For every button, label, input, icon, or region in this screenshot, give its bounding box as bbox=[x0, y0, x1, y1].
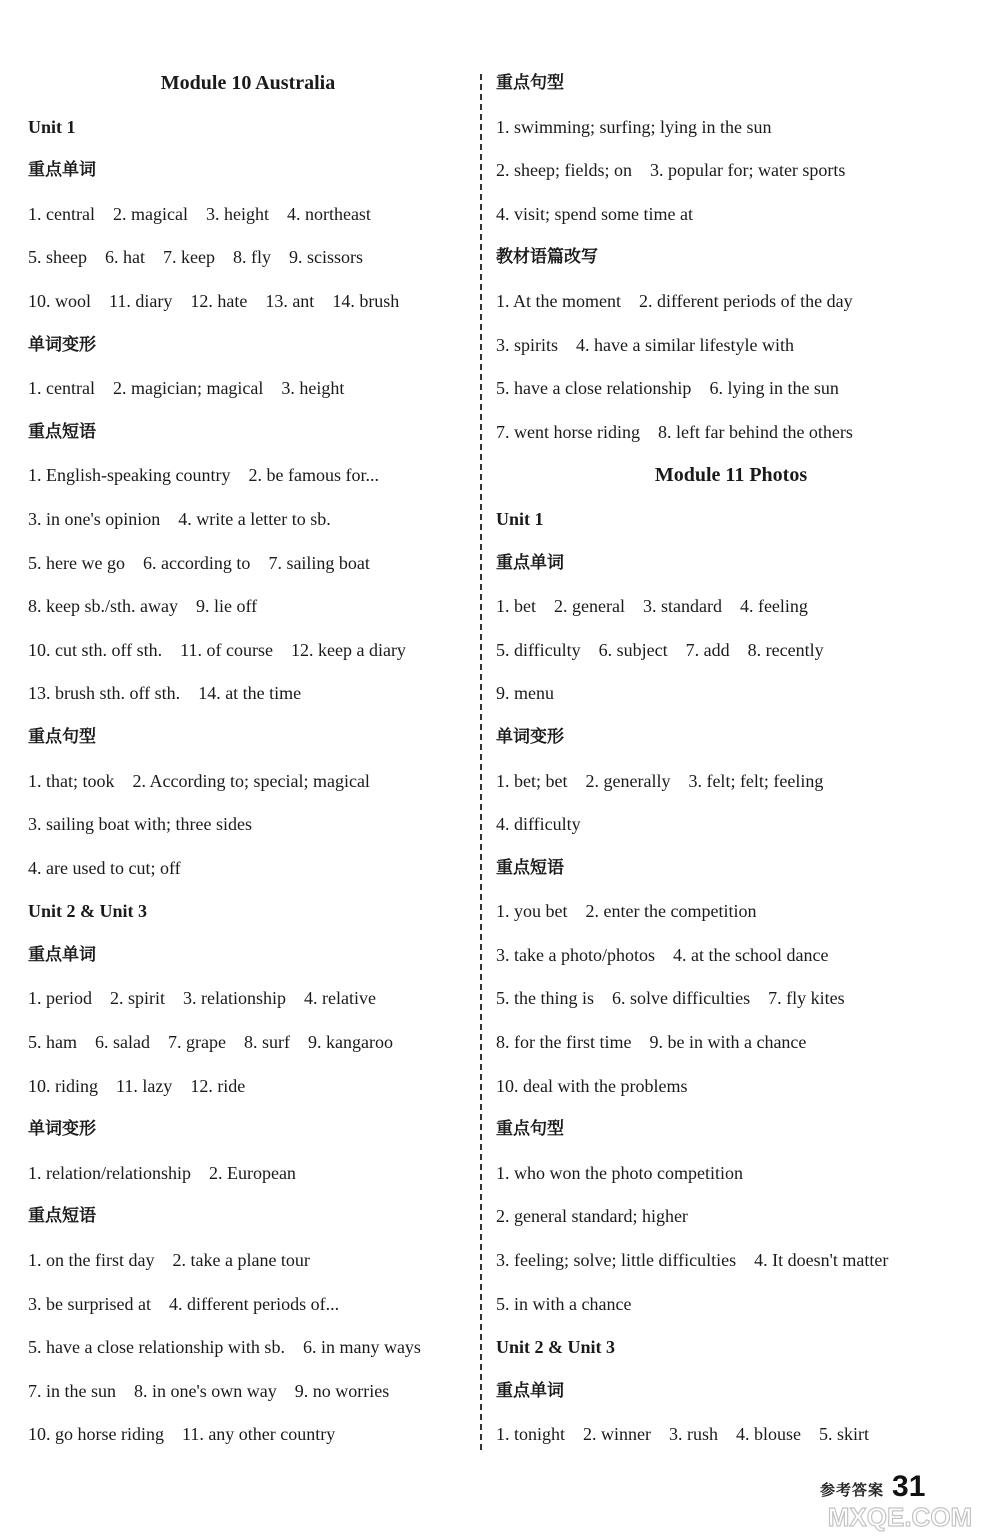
section-heading: 重点短语 bbox=[28, 421, 96, 442]
answer-item: 1. bet bbox=[496, 596, 536, 617]
answer-item: 11. lazy bbox=[116, 1075, 173, 1096]
section-heading: 重点短语 bbox=[496, 857, 564, 878]
answer-item: 5. in with a chance bbox=[496, 1293, 632, 1314]
answer-row bbox=[28, 193, 468, 237]
answer-item: 3. rush bbox=[669, 1424, 718, 1445]
answer-row bbox=[496, 106, 966, 150]
answer-row bbox=[28, 542, 468, 586]
answer-item: 11. any other country bbox=[181, 1424, 336, 1445]
unit-heading: Unit 2 & Unit 3 bbox=[28, 901, 148, 922]
section-heading: 重点句型 bbox=[28, 726, 96, 747]
answer-item: 5. difficulty bbox=[496, 639, 581, 660]
answer-item: 3. in one's opinion bbox=[28, 508, 161, 529]
answer-item: 8. in one's own way bbox=[134, 1380, 277, 1401]
answer-item: 3. feeling; solve; little difficulties bbox=[496, 1250, 737, 1271]
answer-item: 5. here we go bbox=[28, 552, 125, 573]
answer-item: 3. relationship bbox=[183, 988, 286, 1009]
answer-item: 6. subject bbox=[598, 639, 668, 660]
section-heading: 重点单词 bbox=[28, 160, 96, 181]
answer-item: 7. in the sun bbox=[28, 1380, 116, 1401]
answer-item: 4. visit; spend some time at bbox=[496, 203, 693, 224]
answer-row bbox=[28, 1152, 468, 1196]
answer-row bbox=[496, 149, 966, 193]
answer-row bbox=[28, 1370, 468, 1414]
answer-row bbox=[28, 847, 468, 891]
answer-item: 1. tonight bbox=[496, 1424, 566, 1445]
answer-item: 7. add bbox=[685, 639, 730, 660]
answer-item: 1. bet; bet bbox=[496, 770, 568, 791]
answer-item: 4. have a similar lifestyle with bbox=[576, 334, 794, 355]
answer-item: 9. no worries bbox=[294, 1380, 390, 1401]
answer-item: 6. in many ways bbox=[302, 1337, 421, 1358]
answer-item: 4. It doesn't matter bbox=[754, 1250, 889, 1271]
section-heading: 重点短语 bbox=[28, 1206, 96, 1227]
answer-item: 2. spirit bbox=[109, 988, 165, 1009]
footer-label: 参考答案 bbox=[820, 1481, 885, 1499]
answer-item: 4. are used to cut; off bbox=[28, 857, 181, 878]
answer-row bbox=[28, 1326, 468, 1370]
answer-item: 3. popular for; water sports bbox=[649, 160, 846, 181]
answer-item: 10. cut sth. off sth. bbox=[28, 639, 163, 660]
answer-row bbox=[496, 1239, 966, 1283]
answer-item: 2. take a plane tour bbox=[172, 1250, 310, 1271]
answer-row bbox=[28, 236, 468, 280]
answer-item: 9. menu bbox=[496, 683, 554, 704]
right-column bbox=[496, 62, 966, 1457]
answer-item: 6. solve difficulties bbox=[612, 988, 751, 1009]
answer-row bbox=[496, 760, 966, 804]
answer-row bbox=[28, 977, 468, 1021]
answer-item: 8. fly bbox=[232, 247, 271, 268]
answer-item: 2. enter the competition bbox=[585, 901, 757, 922]
answer-row bbox=[496, 890, 966, 934]
section-heading: 单词变形 bbox=[28, 334, 96, 355]
answer-row bbox=[496, 977, 966, 1021]
section-heading: 重点单词 bbox=[496, 1380, 564, 1401]
answer-item: 7. grape bbox=[167, 1032, 226, 1053]
section-heading: 重点单词 bbox=[496, 552, 564, 573]
answer-item: 1. central bbox=[28, 378, 95, 399]
answer-item: 7. keep bbox=[162, 247, 215, 268]
answer-row bbox=[496, 934, 966, 978]
answer-item: 1. English-speaking country bbox=[28, 465, 231, 486]
answer-row bbox=[496, 803, 966, 847]
answer-row bbox=[28, 1283, 468, 1327]
answer-item: 2. general standard; higher bbox=[496, 1206, 688, 1227]
section-heading: 重点句型 bbox=[496, 73, 564, 93]
answer-item: 1. central bbox=[28, 203, 95, 224]
answer-row bbox=[496, 280, 966, 324]
page-number: 31 bbox=[892, 1470, 926, 1503]
unit-heading: Unit 2 & Unit 3 bbox=[496, 1337, 616, 1358]
answer-item: 4. difficulty bbox=[496, 814, 581, 835]
answer-item: 8. surf bbox=[243, 1032, 290, 1053]
answer-row bbox=[496, 1283, 966, 1327]
svg-text:MXQE.COM: MXQE.COM bbox=[827, 1502, 973, 1532]
answer-item: 8. left far behind the others bbox=[657, 421, 853, 442]
answer-item: 4. at the school dance bbox=[672, 944, 829, 965]
answer-row bbox=[496, 629, 966, 673]
answer-item: 7. went horse riding bbox=[496, 421, 640, 442]
section-heading: 重点句型 bbox=[496, 1119, 564, 1140]
answer-item: 2. magical bbox=[112, 203, 188, 224]
answer-row bbox=[496, 367, 966, 411]
answer-item: 2. sheep; fields; on bbox=[496, 160, 632, 181]
answer-item: 1. on the first day bbox=[28, 1250, 155, 1271]
answer-item: 1. you bet bbox=[496, 901, 568, 922]
answer-item: 2. different periods of the day bbox=[639, 290, 853, 311]
answer-item: 5. the thing is bbox=[496, 988, 594, 1009]
section-heading: 单词变形 bbox=[28, 1119, 96, 1140]
answer-item: 10. wool bbox=[28, 290, 91, 311]
answer-item: 5. sheep bbox=[28, 247, 87, 268]
column-divider bbox=[480, 74, 482, 1450]
answer-item: 1. swimming; surfing; lying in the sun bbox=[496, 116, 772, 137]
answer-item: 1. that; took bbox=[28, 770, 115, 791]
answer-item: 2. According to; special; magical bbox=[132, 770, 370, 791]
answer-item: 10. deal with the problems bbox=[496, 1075, 688, 1096]
answer-item: 13. brush sth. off sth. bbox=[28, 683, 181, 704]
answer-item: 5. ham bbox=[28, 1032, 77, 1053]
answer-row bbox=[28, 1413, 468, 1457]
page-footer bbox=[820, 1470, 925, 1504]
answer-item: 2. general bbox=[554, 596, 625, 617]
left-column bbox=[28, 62, 468, 1457]
answer-item: 11. of course bbox=[180, 639, 273, 660]
answer-item: 3. spirits bbox=[496, 334, 559, 355]
answer-item: 5. have a close relationship bbox=[496, 378, 692, 399]
answer-item: 11. diary bbox=[109, 290, 173, 311]
answer-row bbox=[28, 367, 468, 411]
answer-row bbox=[28, 280, 468, 324]
answer-item: 9. kangaroo bbox=[307, 1032, 393, 1053]
answer-row bbox=[28, 672, 468, 716]
answer-item: 1. At the moment bbox=[496, 290, 621, 311]
section-heading: 单词变形 bbox=[496, 726, 564, 747]
answer-row bbox=[28, 1065, 468, 1109]
answer-row bbox=[496, 411, 966, 455]
answer-item: 12. keep a diary bbox=[290, 639, 406, 660]
answer-item: 10. riding bbox=[28, 1075, 98, 1096]
answer-item: 4. feeling bbox=[739, 596, 808, 617]
answer-item: 6. according to bbox=[142, 552, 251, 573]
answer-item: 2. be famous for... bbox=[248, 465, 379, 486]
watermark-logo bbox=[812, 1500, 988, 1532]
module-title: Module 10 Australia bbox=[160, 72, 336, 94]
answer-item: 6. lying in the sun bbox=[709, 378, 839, 399]
answer-item: 8. keep sb./sth. away bbox=[28, 596, 178, 617]
answer-item: 3. felt; felt; feeling bbox=[688, 770, 824, 791]
answer-row bbox=[28, 629, 468, 673]
answer-item: 12. hate bbox=[190, 290, 248, 311]
answer-row bbox=[28, 1239, 468, 1283]
answer-item: 3. standard bbox=[642, 596, 722, 617]
answer-row bbox=[496, 1413, 966, 1457]
unit-heading: Unit 1 bbox=[28, 116, 76, 137]
answer-item: 9. be in with a chance bbox=[649, 1032, 807, 1053]
answer-row bbox=[28, 1021, 468, 1065]
answer-row bbox=[496, 1152, 966, 1196]
unit-heading: Unit 1 bbox=[496, 508, 544, 529]
answer-item: 13. ant bbox=[265, 290, 315, 311]
answer-item: 5. have a close relationship with sb. bbox=[28, 1337, 285, 1358]
answer-item: 3. sailing boat with; three sides bbox=[28, 814, 252, 835]
answer-item: 8. recently bbox=[747, 639, 824, 660]
answer-item: 3. be surprised at bbox=[28, 1293, 151, 1314]
answer-item: 2. winner bbox=[583, 1424, 651, 1445]
answer-row bbox=[496, 1195, 966, 1239]
answer-item: 14. at the time bbox=[198, 683, 302, 704]
answer-item: 10. go horse riding bbox=[28, 1424, 164, 1445]
answer-row bbox=[496, 193, 966, 237]
answer-item: 4. write a letter to sb. bbox=[178, 508, 331, 529]
answer-item: 6. salad bbox=[95, 1032, 150, 1053]
answer-item: 2. magician; magical bbox=[112, 378, 264, 399]
answer-item: 4. blouse bbox=[736, 1424, 801, 1445]
answer-item: 3. height bbox=[205, 203, 269, 224]
answer-item: 12. ride bbox=[190, 1075, 246, 1096]
answer-row bbox=[496, 324, 966, 368]
answer-item: 3. take a photo/photos bbox=[496, 944, 655, 965]
answer-item: 7. sailing boat bbox=[268, 552, 370, 573]
answer-item: 5. skirt bbox=[819, 1424, 870, 1445]
answer-item: 9. scissors bbox=[288, 247, 363, 268]
answer-item: 8. for the first time bbox=[496, 1032, 632, 1053]
answer-row bbox=[28, 585, 468, 629]
answer-row bbox=[496, 1021, 966, 1065]
answer-row bbox=[496, 1065, 966, 1109]
answer-item: 1. period bbox=[28, 988, 92, 1009]
answer-item: 1. relation/relationship bbox=[28, 1162, 191, 1183]
answer-item: 4. northeast bbox=[286, 203, 371, 224]
answer-row bbox=[496, 585, 966, 629]
answer-row bbox=[28, 760, 468, 804]
answer-row bbox=[28, 454, 468, 498]
answer-item: 7. fly kites bbox=[768, 988, 845, 1009]
answer-item: 9. lie off bbox=[195, 596, 258, 617]
answer-row bbox=[28, 498, 468, 542]
answer-row bbox=[496, 672, 966, 716]
answer-item: 14. brush bbox=[332, 290, 400, 311]
section-heading: 教材语篇改写 bbox=[496, 247, 598, 268]
answer-item: 4. relative bbox=[303, 988, 376, 1009]
answer-item: 2. generally bbox=[585, 770, 671, 791]
answer-item: 4. different periods of... bbox=[168, 1293, 340, 1314]
answer-item: 6. hat bbox=[104, 247, 145, 268]
answer-item: 1. who won the photo competition bbox=[496, 1162, 743, 1183]
answer-item: 3. height bbox=[281, 378, 345, 399]
answer-item: 2. European bbox=[208, 1162, 296, 1183]
module-title: Module 11 Photos bbox=[654, 464, 808, 487]
section-heading: 重点单词 bbox=[28, 944, 96, 965]
answer-row bbox=[28, 803, 468, 847]
